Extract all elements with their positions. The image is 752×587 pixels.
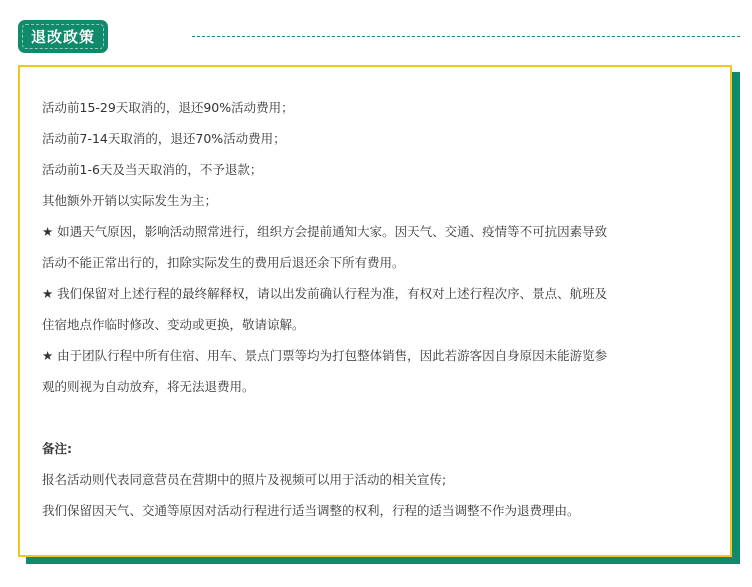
- policy-text: [42, 92, 710, 526]
- policy-line: 其他额外开销以实际发生为主；: [42, 193, 218, 208]
- spacer: [42, 402, 710, 433]
- policy-line: 活动前15-29天取消的，退还90%活动费用；: [42, 100, 294, 115]
- notes-heading: 备注:: [42, 441, 72, 456]
- title-divider: [192, 36, 740, 37]
- section-title-tag: [18, 20, 108, 53]
- policy-line: ★ 由于团队行程中所有住宿、用车、景点门票等均为打包整体销售，因此若游客因自身原因未能游览参: [42, 348, 608, 363]
- policy-line: 活动不能正常出行的，扣除实际发生的费用后退还余下所有费用。: [42, 255, 405, 270]
- policy-line: 活动前7-14天取消的，退还70%活动费用；: [42, 131, 286, 146]
- policy-line: 活动前1-6天及当天取消的，不予退款；: [42, 162, 263, 177]
- note-line: 报名活动则代表同意营员在营期中的照片及视频可以用于活动的相关宣传;: [42, 472, 447, 487]
- note-line: 我们保留因天气、交通等原因对活动行程进行适当调整的权利，行程的适当调整不作为退费理由。: [42, 503, 580, 518]
- policy-line: 观的则视为自动放弃，将无法退费用。: [42, 379, 255, 394]
- policy-line: ★ 我们保留对上述行程的最终解释权，请以出发前确认行程为准，有权对上述行程次序、景点、航班及: [42, 286, 608, 301]
- policy-line: ★ 如遇天气原因，影响活动照常进行，组织方会提前通知大家。因天气、交通、疫情等不可抗因素导致: [42, 224, 608, 239]
- policy-content-box: [18, 65, 732, 557]
- section-title: 退改政策: [30, 28, 95, 46]
- policy-line: 住宿地点作临时修改、变动或更换，敬请谅解。: [42, 317, 305, 332]
